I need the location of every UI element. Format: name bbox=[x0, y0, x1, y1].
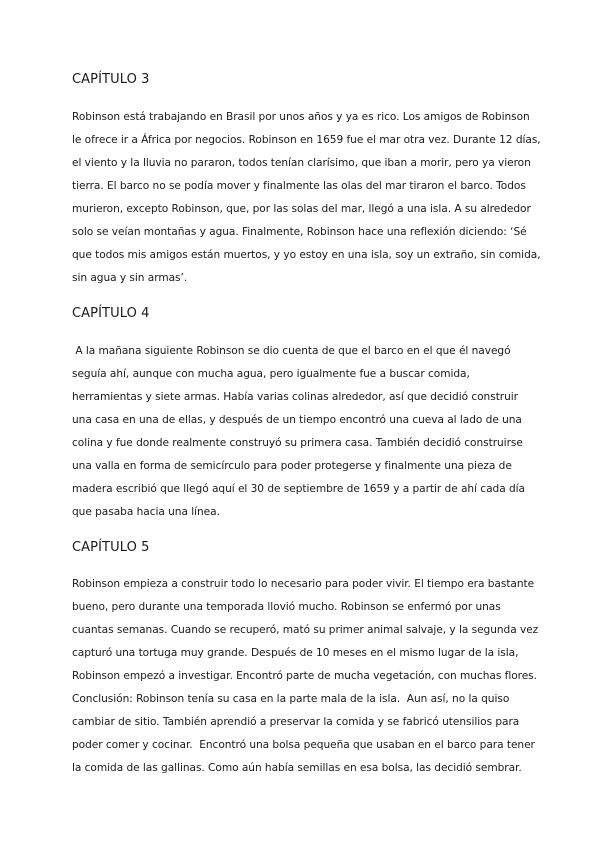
chapter-5 bbox=[72, 538, 539, 780]
text-line: tierra. El barco no se podía mover y finalmente las olas del mar tiraron el barco. Todos bbox=[72, 180, 526, 192]
document-page bbox=[72, 70, 541, 794]
text-line: la comida de las gallinas. Como aún había semillas en esa bolsa, las decidió sembrar. bbox=[72, 762, 522, 774]
text-line: el viento y la lluvia no pararon, todos tenían clarísimo, que iban a morir, pero ya vieron bbox=[72, 157, 531, 169]
text-line: que pasaba hacia una línea. bbox=[72, 506, 220, 518]
text-line: madera escribió que llegó aquí el 30 de septiembre de 1659 y a partir de ahí cada día bbox=[72, 483, 525, 495]
text-line: una casa en una de ellas, y después de un tiempo encontró una cueva al lado de una bbox=[72, 414, 522, 426]
text-line: murieron, excepto Robinson, que, por las solas del mar, llegó a una isla. A su alrededor bbox=[72, 203, 531, 215]
chapter-heading: CAPÍTULO 4 bbox=[72, 306, 150, 321]
text-line: seguía ahí, aunque con mucha agua, pero igualmente fue a buscar comida, bbox=[72, 368, 470, 380]
text-line: capturó una tortuga muy grande. Después de 10 meses en el mismo lugar de la isla, bbox=[72, 647, 519, 659]
chapter-paragraph bbox=[72, 573, 539, 780]
chapter-4 bbox=[72, 304, 532, 524]
text-line: bueno, pero durante una temporada llovió mucho. Robinson se enfermó por unas bbox=[72, 601, 501, 613]
chapter-paragraph bbox=[72, 106, 541, 290]
text-line: Robinson empieza a construir todo lo necesario para poder vivir. El tiempo era bastante bbox=[72, 578, 535, 590]
text-line: cambiar de sitio. También aprendió a preservar la comida y se fabricó utensilios para bbox=[72, 716, 520, 728]
chapter-heading: CAPÍTULO 5 bbox=[72, 540, 150, 555]
chapter-heading: CAPÍTULO 3 bbox=[72, 72, 150, 87]
text-line: una valla en forma de semicírculo para poder protegerse y finalmente una pieza de bbox=[72, 460, 512, 472]
text-line: sin agua y sin armas’. bbox=[72, 272, 188, 284]
text-line: solo se veían montañas y agua. Finalmente, Robinson hace una reflexión diciendo: ‘Sé bbox=[72, 226, 527, 238]
text-line: A la mañana siguiente Robinson se dio cuenta de que el barco en el que él navegó bbox=[72, 345, 511, 357]
chapter-paragraph bbox=[72, 340, 532, 524]
chapter-3 bbox=[72, 70, 541, 290]
text-line: cuantas semanas. Cuando se recuperó, mató su primer animal salvaje, y la segunda vez bbox=[72, 624, 539, 636]
text-line: Conclusión: Robinson tenía su casa en la parte mala de la isla. Aun así, no la quiso bbox=[72, 693, 510, 705]
text-line: Robinson está trabajando en Brasil por unos años y ya es rico. Los amigos de Robinson bbox=[72, 111, 530, 123]
text-line: que todos mis amigos están muertos, y yo estoy en una isla, soy un extraño, sin comida, bbox=[72, 249, 541, 261]
text-line: poder comer y cocinar. Encontró una bolsa pequeña que usaban en el barco para tener bbox=[72, 739, 535, 751]
text-line: colina y fue donde realmente construyó su primera casa. También decidió construirse bbox=[72, 437, 523, 449]
text-line: le ofrece ir a África por negocios. Robinson en 1659 fue el mar otra vez. Durante 12 días, bbox=[72, 134, 541, 146]
text-line: herramientas y siete armas. Había varias colinas alrededor, así que decidió construir bbox=[72, 391, 518, 403]
text-line: Robinson empezó a investigar. Encontró parte de mucha vegetación, con muchas flores. bbox=[72, 670, 537, 682]
